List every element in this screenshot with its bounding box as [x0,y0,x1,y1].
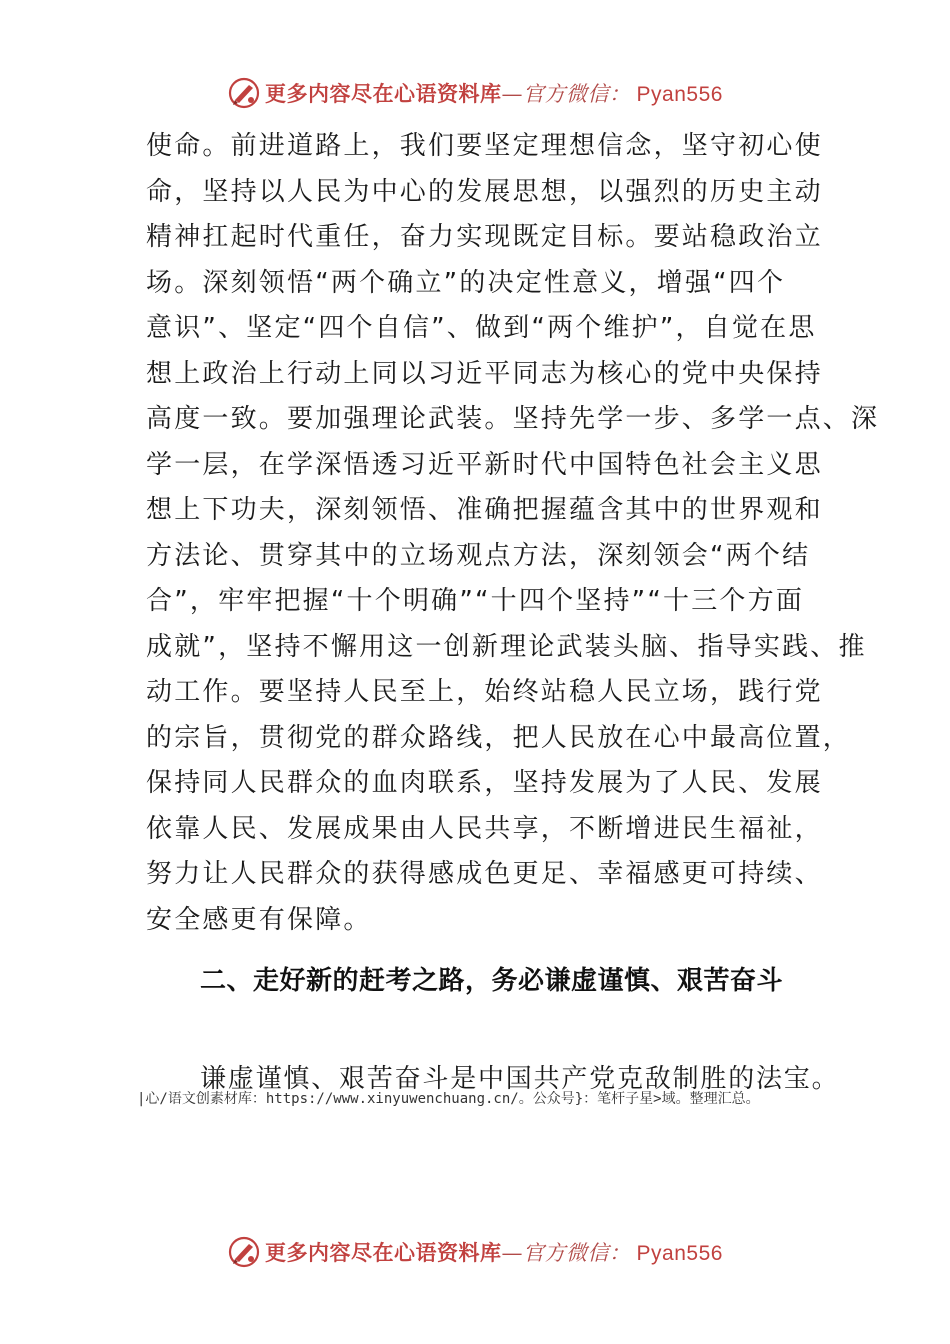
text-line: 方法论、贯穿其中的立场观点方法，深刻领会“两个结 [146,540,811,571]
source-footnote: |心/语文创素材库：https://www.xinyuwenchuang.cn/。公众号}：笔杆子星>域。整理汇总。 [137,1091,760,1107]
text-line: 依靠人民、发展成果由人民共享，不断增进民生福祉， [146,813,823,844]
text-line: 场。深刻领悟“两个确立”的决定性意义，增强“四个 [146,267,786,298]
text-line: 精神扛起时代重任，奋力实现既定目标。要站稳政治立 [146,222,823,252]
paragraph-start: 谦虚谨慎、艰苦奋斗是中国共产党克敌制胜的法宝。 [200,1064,840,1094]
section-heading: 二、走好新的赶考之路，务必谦虚谨慎、艰苦奋斗 [200,966,784,996]
banner-text: 更多内容尽在心语资料库—官方微信： Pyan556 [265,1240,723,1265]
text-line: 合”，牢牢把握“十个明确”“十四个坚持”“十三个方面 [146,586,805,616]
header-banner [0,73,950,113]
pen-logo-icon [227,76,261,110]
pen-logo-icon [227,1235,261,1269]
text-line: 想上下功夫，深刻领悟、准确把握蕴含其中的世界观和 [146,495,823,525]
banner-text: 更多内容尽在心语资料库—官方微信： Pyan556 [265,81,723,106]
text-line: 保持同人民群众的血肉联系，坚持发展为了人民、发展 [146,768,823,798]
text-line: 努力让人民群众的获得感成色更足、幸福感更可持续、 [146,859,823,889]
text-line: 动工作。要坚持人民至上，始终站稳人民立场，践行党 [146,677,823,707]
text-line: 学一层，在学深悟透习近平新时代中国特色社会主义思 [146,449,823,480]
body-paragraph [146,124,880,943]
text-line: 使命。前进道路上，我们要坚定理想信念，坚守初心使 [146,131,823,161]
text-line: 意识”、坚定“四个自信”、做到“两个维护”，自觉在思 [146,313,817,343]
text-line: 的宗旨，贯彻党的群众路线，把人民放在心中最高位置， [146,722,852,753]
text-line: 想上政治上行动上同以习近平同志为核心的党中央保持 [146,358,823,389]
text-line: 命，坚持以人民为中心的发展思想，以强烈的历史主动 [146,176,823,207]
text-line: 高度一致。要加强理论武装。坚持先学一步、多学一点、深 [146,404,880,434]
text-line: 成就”，坚持不懈用这一创新理论武装头脑、指导实践、推 [146,631,867,662]
footer-banner [0,1232,950,1272]
text-line: 安全感更有保障。 [146,904,372,935]
